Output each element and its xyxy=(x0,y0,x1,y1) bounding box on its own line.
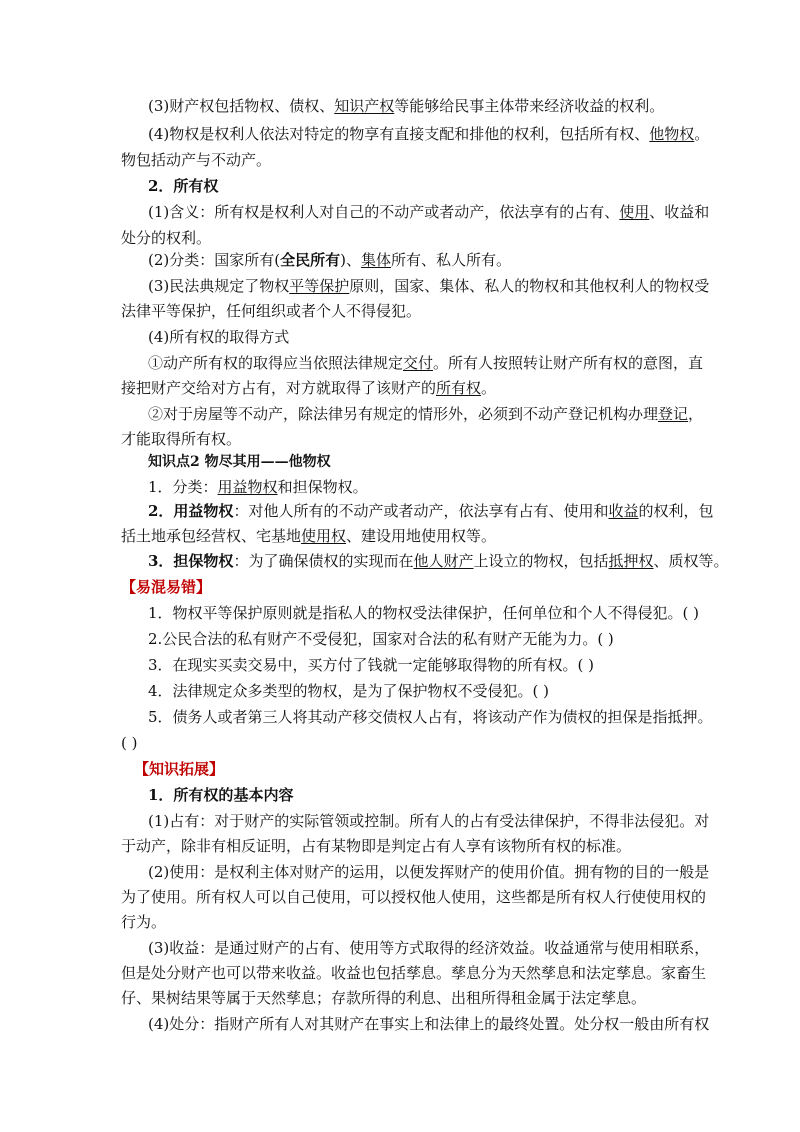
para-text-line: 但是处分财产也可以带来收益。收益也包括孳息。孳息分为天然孳息和法定孳息。家畜生 xyxy=(121,964,707,982)
answer-blank: 集体 xyxy=(360,251,391,269)
para-text-line: 仔、果树结果等属于天然孳息；存款所得的利息、出租所得租金属于法定孳息。 xyxy=(121,989,647,1007)
para-property-rights: (3)财产权包括物权、债权、知识产权等能够给民事主体带来经济收益的权利。 xyxy=(148,97,665,115)
para-security-rights: 3．担保物权：为了确保债权的实现而在他人财产上设立的物权，包括抵押权、质权等。 xyxy=(148,552,729,570)
answer-blank: 交付 xyxy=(403,354,434,372)
quiz-item: 2.公民合法的私有财产不受侵犯，国家对合法的私有财产无能为力。( ) xyxy=(148,630,614,648)
quiz-item: 4．法律规定众多类型的物权，是为了保护物权不受侵犯。( ) xyxy=(148,682,550,700)
knowledge-point-heading: 知识点2 物尽其用——他物权 xyxy=(148,454,331,470)
quiz-answer-blank: ( ) xyxy=(121,734,138,752)
para-text-line: 接把财产交给对方占有，对方就取得了该财产的所有权。 xyxy=(121,379,497,397)
answer-blank: 抵押权 xyxy=(608,552,654,570)
answer-blank: 登记 xyxy=(658,405,689,423)
para-text-line: 才能取得所有权。 xyxy=(121,430,242,448)
para-usufruct: 2．用益物权：对他人所有的不动产或者动产，依法享有占有、使用和收益的权利，包 xyxy=(148,502,714,520)
para-yield: (3)收益：是通过财产的占有、使用等方式取得的经济效益。收益通常与使用相联系， xyxy=(148,939,710,957)
key-term: 2．用益物权 xyxy=(148,502,234,520)
quiz-item: 5．债务人或者第三人将其动产移交债权人占有，将该动产作为债权的担保是指抵押。 xyxy=(148,708,713,726)
section-heading: 2．所有权 xyxy=(148,177,219,195)
section-heading-confusion: 【易混易错】 xyxy=(121,578,212,596)
quiz-item: 1．物权平等保护原则就是指私人的物权受法律保护，任何单位和个人不得侵犯。( ) xyxy=(148,604,700,622)
answer-blank: 收益 xyxy=(608,502,639,520)
answer-blank: 使用权 xyxy=(301,527,347,545)
section-heading: 1．所有权的基本内容 xyxy=(148,786,294,804)
answer-blank: 平等保护 xyxy=(289,277,350,295)
answer-blank: 他物权 xyxy=(649,125,695,143)
para-text-line: 处分的权利。 xyxy=(121,229,212,247)
answer-blank: 他人财产 xyxy=(413,552,474,570)
para-disposal: (4)处分：指财产所有人对其财产在事实上和法律上的最终处置。处分权一般由所有权 xyxy=(148,1015,710,1033)
para-possession: (1)占有：对于财产的实际管领或控制。所有人的占有受法律保护，不得非法侵犯。对 xyxy=(148,812,710,830)
para-text-line: 于动产，除非有相反证明，占有某物即是判定占有人享有该物所有权的标准。 xyxy=(121,837,632,855)
para-ownership-definition: (1)含义：所有权是权利人对自己的不动产或者动产，依法享有的占有、使用、收益和 xyxy=(148,203,710,221)
answer-blank: 使用 xyxy=(619,203,650,221)
para-text-line: 法律平等保护，任何组织或者个人不得侵犯。 xyxy=(121,302,422,320)
key-term: 全民所有 xyxy=(280,251,341,269)
para-immovable-property: ②对于房屋等不动产，除法律另有规定的情形外，必须到不动产登记机构办理登记， xyxy=(148,405,704,423)
para-equal-protection: (3)民法典规定了物权平等保护原则，国家、集体、私人的物权和其他权利人的物权受 xyxy=(148,277,710,295)
para-text-line: 行为。 xyxy=(121,913,167,931)
para-use: (2)使用：是权利主体对财产的运用，以便发挥财产的使用价值。拥有物的目的一般是 xyxy=(148,863,710,881)
para-text-line: 括土地承包经营权、宅基地使用权、建设用地使用权等。 xyxy=(121,527,497,545)
para-classification: 1．分类：用益物权和担保物权。 xyxy=(148,478,368,496)
para-text-line: 为了使用。所有权人可以自己使用，可以授权他人使用，这些都是所有权人行使使用权的 xyxy=(121,888,707,906)
para-ownership-types: (2)分类：国家所有(全民所有)、集体所有、私人所有。 xyxy=(148,251,512,269)
answer-blank: 知识产权 xyxy=(334,97,395,115)
section-heading-extension: 【知识拓展】 xyxy=(134,760,225,778)
para-movable-property: ①动产所有权的取得应当依照法律规定交付。所有人按照转让财产所有权的意图，直 xyxy=(148,354,704,372)
answer-blank: 用益物权 xyxy=(217,478,278,496)
para-real-rights: (4)物权是权利人依法对特定的物享有直接支配和排他的权利，包括所有权、他物权。 xyxy=(148,125,710,143)
para-acquisition-heading: (4)所有权的取得方式 xyxy=(148,328,290,346)
answer-blank: 所有权 xyxy=(436,379,482,397)
quiz-item: 3．在现实买卖交易中，买方付了钱就一定能够取得物的所有权。( ) xyxy=(148,656,595,674)
para-text-line: 物包括动产与不动产。 xyxy=(121,151,272,169)
key-term: 3．担保物权 xyxy=(148,552,234,570)
